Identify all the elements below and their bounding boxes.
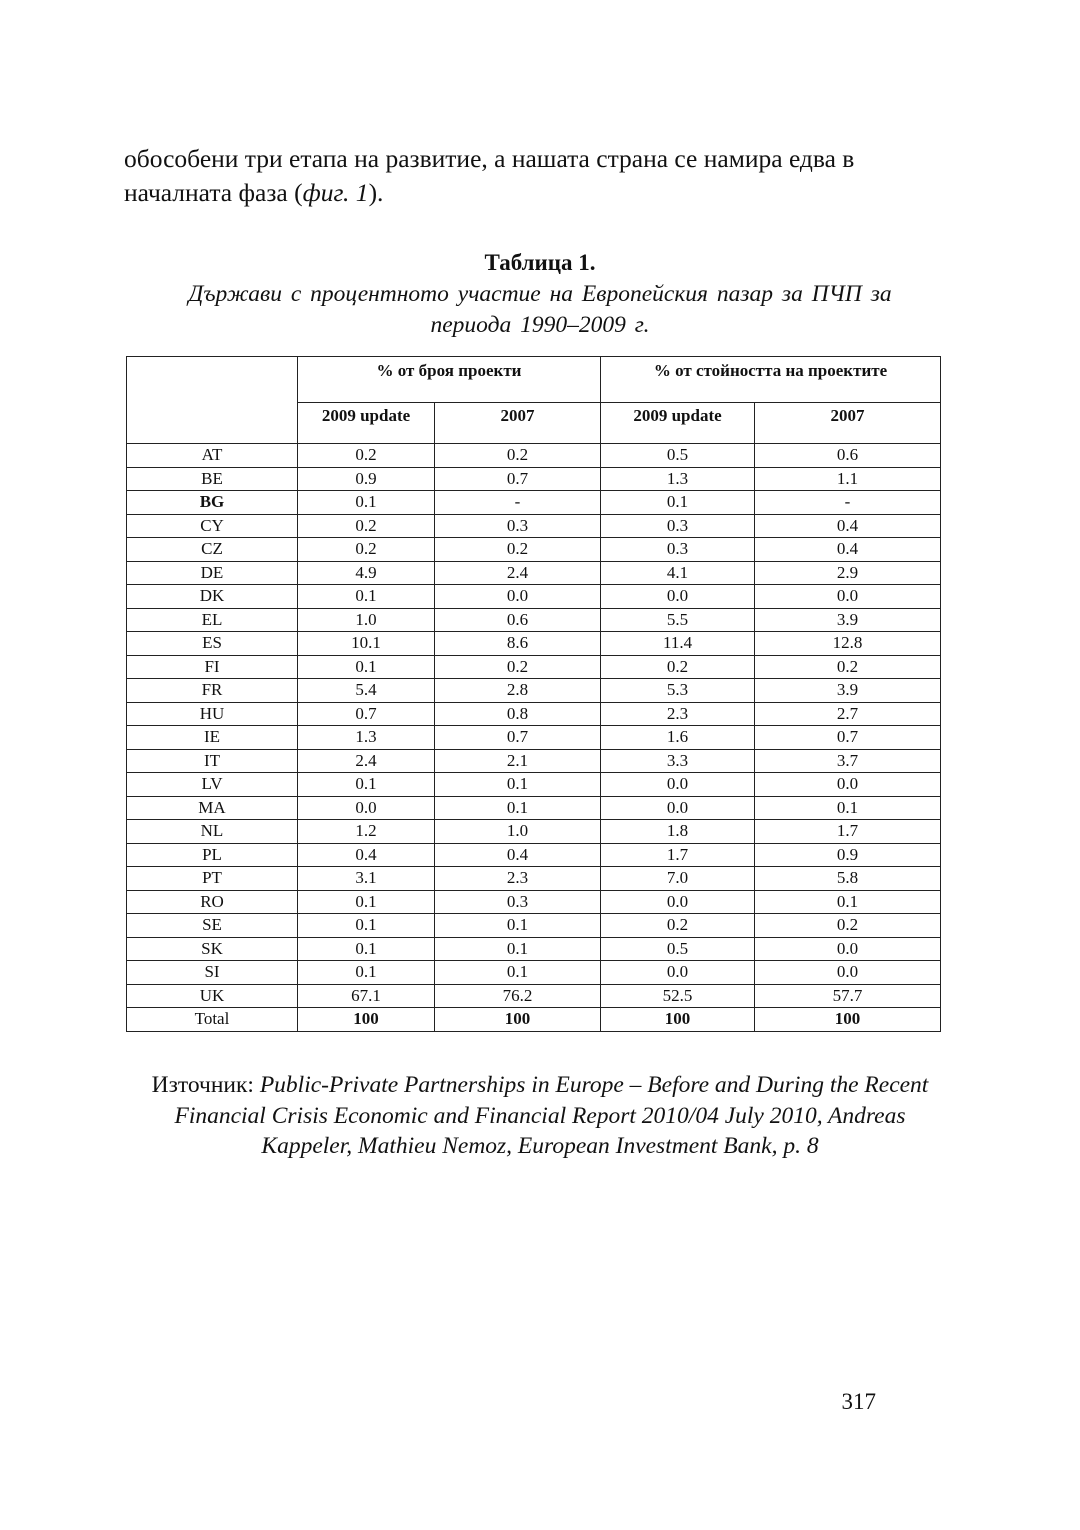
total-value-cell: 100 — [755, 1008, 941, 1032]
value-cell: 67.1 — [298, 984, 435, 1008]
table-title: Таблица 1. — [484, 250, 596, 275]
country-cell: MA — [127, 796, 298, 820]
value-cell: 0.1 — [298, 655, 435, 679]
value-cell: 0.4 — [298, 843, 435, 867]
country-cell: LV — [127, 773, 298, 797]
value-cell: 0.0 — [755, 937, 941, 961]
country-cell: PL — [127, 843, 298, 867]
header-project-count: % от броя проекти — [298, 357, 601, 403]
value-cell: 2.4 — [298, 749, 435, 773]
value-cell: 5.8 — [755, 867, 941, 891]
value-cell: 0.7 — [298, 702, 435, 726]
table-caption: Държави с процентното участие на Европейския пазар за ПЧП за периода 1990–2009 г. — [188, 281, 892, 338]
subheader-count-2009: 2009 update — [298, 403, 435, 444]
table-total-row — [127, 1008, 941, 1032]
value-cell: 0.1 — [298, 961, 435, 985]
source-citation — [150, 1070, 930, 1162]
page-number: 317 — [841, 1389, 876, 1414]
source-label: Източник: — [151, 1072, 260, 1098]
value-cell: 3.7 — [755, 749, 941, 773]
value-cell: 3.1 — [298, 867, 435, 891]
value-cell: 2.3 — [435, 867, 601, 891]
intro-paragraph — [124, 142, 944, 210]
table-row — [127, 961, 941, 985]
value-cell: 3.9 — [755, 679, 941, 703]
value-cell: 1.2 — [298, 820, 435, 844]
country-cell: CZ — [127, 538, 298, 562]
value-cell: - — [435, 491, 601, 515]
total-value-cell: 100 — [601, 1008, 755, 1032]
table-row — [127, 702, 941, 726]
value-cell: 0.2 — [435, 444, 601, 468]
value-cell: 1.0 — [435, 820, 601, 844]
value-cell: 0.1 — [298, 914, 435, 938]
total-value-cell: 100 — [435, 1008, 601, 1032]
value-cell: 0.4 — [755, 538, 941, 562]
value-cell: 0.0 — [601, 961, 755, 985]
country-cell: SK — [127, 937, 298, 961]
value-cell: 0.1 — [435, 773, 601, 797]
value-cell: 0.2 — [601, 655, 755, 679]
table-row — [127, 679, 941, 703]
value-cell: 0.4 — [755, 514, 941, 538]
table-row — [127, 890, 941, 914]
table-group-header-row — [127, 357, 941, 403]
value-cell: 0.1 — [298, 937, 435, 961]
country-cell: NL — [127, 820, 298, 844]
value-cell: 3.9 — [755, 608, 941, 632]
table-row — [127, 514, 941, 538]
value-cell: 0.5 — [601, 937, 755, 961]
value-cell: 0.2 — [435, 655, 601, 679]
value-cell: 2.3 — [601, 702, 755, 726]
value-cell: - — [755, 491, 941, 515]
total-label-cell: Total — [127, 1008, 298, 1032]
value-cell: 0.7 — [435, 726, 601, 750]
value-cell: 0.2 — [435, 538, 601, 562]
value-cell: 0.9 — [298, 467, 435, 491]
value-cell: 7.0 — [601, 867, 755, 891]
value-cell: 0.0 — [298, 796, 435, 820]
intro-text-after: ). — [368, 178, 384, 207]
table-row — [127, 914, 941, 938]
value-cell: 0.0 — [601, 890, 755, 914]
value-cell: 0.1 — [435, 796, 601, 820]
value-cell: 0.1 — [298, 585, 435, 609]
value-cell: 5.3 — [601, 679, 755, 703]
subheader-value-2009: 2009 update — [601, 403, 755, 444]
total-value-cell: 100 — [298, 1008, 435, 1032]
value-cell: 0.2 — [601, 914, 755, 938]
value-cell: 0.9 — [755, 843, 941, 867]
value-cell: 0.2 — [298, 538, 435, 562]
country-cell: FI — [127, 655, 298, 679]
value-cell: 76.2 — [435, 984, 601, 1008]
country-cell: PT — [127, 867, 298, 891]
table-row — [127, 773, 941, 797]
value-cell: 0.3 — [601, 538, 755, 562]
value-cell: 5.4 — [298, 679, 435, 703]
header-blank-cell — [127, 357, 298, 444]
table-row — [127, 984, 941, 1008]
table-row — [127, 491, 941, 515]
value-cell: 0.1 — [298, 890, 435, 914]
table-row — [127, 655, 941, 679]
table-row — [127, 561, 941, 585]
value-cell: 1.7 — [755, 820, 941, 844]
value-cell: 2.1 — [435, 749, 601, 773]
value-cell: 0.2 — [755, 914, 941, 938]
country-cell: EL — [127, 608, 298, 632]
value-cell: 0.0 — [601, 585, 755, 609]
value-cell: 0.3 — [435, 514, 601, 538]
value-cell: 2.4 — [435, 561, 601, 585]
value-cell: 1.8 — [601, 820, 755, 844]
value-cell: 0.0 — [601, 773, 755, 797]
value-cell: 0.4 — [435, 843, 601, 867]
table-row — [127, 538, 941, 562]
country-cell: SI — [127, 961, 298, 985]
value-cell: 0.1 — [435, 914, 601, 938]
country-cell: RO — [127, 890, 298, 914]
value-cell: 0.1 — [298, 491, 435, 515]
ppp-market-share-table — [126, 356, 941, 1032]
value-cell: 12.8 — [755, 632, 941, 656]
value-cell: 1.7 — [601, 843, 755, 867]
value-cell: 0.1 — [755, 796, 941, 820]
table-row — [127, 937, 941, 961]
value-cell: 0.3 — [435, 890, 601, 914]
value-cell: 0.2 — [755, 655, 941, 679]
country-cell: FR — [127, 679, 298, 703]
country-cell: CY — [127, 514, 298, 538]
value-cell: 0.1 — [435, 961, 601, 985]
country-cell: DK — [127, 585, 298, 609]
value-cell: 0.1 — [755, 890, 941, 914]
value-cell: 4.1 — [601, 561, 755, 585]
value-cell: 0.3 — [601, 514, 755, 538]
value-cell: 0.0 — [755, 773, 941, 797]
value-cell: 0.8 — [435, 702, 601, 726]
value-cell: 0.0 — [755, 961, 941, 985]
table-row — [127, 585, 941, 609]
country-cell: IT — [127, 749, 298, 773]
value-cell: 1.3 — [601, 467, 755, 491]
figure-reference: фиг. 1 — [302, 178, 369, 207]
value-cell: 0.0 — [755, 585, 941, 609]
value-cell: 0.2 — [298, 444, 435, 468]
value-cell: 0.7 — [755, 726, 941, 750]
value-cell: 0.0 — [601, 796, 755, 820]
table-row — [127, 632, 941, 656]
value-cell: 4.9 — [298, 561, 435, 585]
country-cell: AT — [127, 444, 298, 468]
value-cell: 0.1 — [601, 491, 755, 515]
value-cell: 0.1 — [435, 937, 601, 961]
value-cell: 1.1 — [755, 467, 941, 491]
country-cell: BE — [127, 467, 298, 491]
country-cell: BG — [127, 491, 298, 515]
country-cell: DE — [127, 561, 298, 585]
subheader-value-2007: 2007 — [755, 403, 941, 444]
value-cell: 11.4 — [601, 632, 755, 656]
value-cell: 0.5 — [601, 444, 755, 468]
country-cell: UK — [127, 984, 298, 1008]
value-cell: 10.1 — [298, 632, 435, 656]
table-row — [127, 820, 941, 844]
source-text: Public-Private Partnerships in Europe – Before and During the Recent Financial Crisis Economic and Financial Report 2010/04 July 2010, Andreas Kappeler, Mathieu Nemoz, European Investment Bank, p. 8 — [174, 1072, 929, 1159]
table-row — [127, 608, 941, 632]
value-cell: 3.3 — [601, 749, 755, 773]
table-row — [127, 867, 941, 891]
value-cell: 2.7 — [755, 702, 941, 726]
value-cell: 8.6 — [435, 632, 601, 656]
value-cell: 1.6 — [601, 726, 755, 750]
country-cell: HU — [127, 702, 298, 726]
table-row — [127, 726, 941, 750]
header-project-value: % от стойността на проектите — [601, 357, 941, 403]
table-row — [127, 467, 941, 491]
value-cell: 1.3 — [298, 726, 435, 750]
table-row — [127, 796, 941, 820]
value-cell: 2.9 — [755, 561, 941, 585]
table-row — [127, 749, 941, 773]
value-cell: 0.6 — [755, 444, 941, 468]
table-row — [127, 843, 941, 867]
value-cell: 2.8 — [435, 679, 601, 703]
intro-text-before: обособени три етапа на развитие, а нашата страна се намира едва в началната фаза ( — [124, 144, 855, 207]
subheader-count-2007: 2007 — [435, 403, 601, 444]
value-cell: 1.0 — [298, 608, 435, 632]
value-cell: 5.5 — [601, 608, 755, 632]
country-cell: ES — [127, 632, 298, 656]
value-cell: 0.2 — [298, 514, 435, 538]
country-cell: IE — [127, 726, 298, 750]
table-row — [127, 444, 941, 468]
country-cell: SE — [127, 914, 298, 938]
value-cell: 52.5 — [601, 984, 755, 1008]
value-cell: 57.7 — [755, 984, 941, 1008]
value-cell: 0.1 — [298, 773, 435, 797]
value-cell: 0.6 — [435, 608, 601, 632]
value-cell: 0.7 — [435, 467, 601, 491]
value-cell: 0.0 — [435, 585, 601, 609]
